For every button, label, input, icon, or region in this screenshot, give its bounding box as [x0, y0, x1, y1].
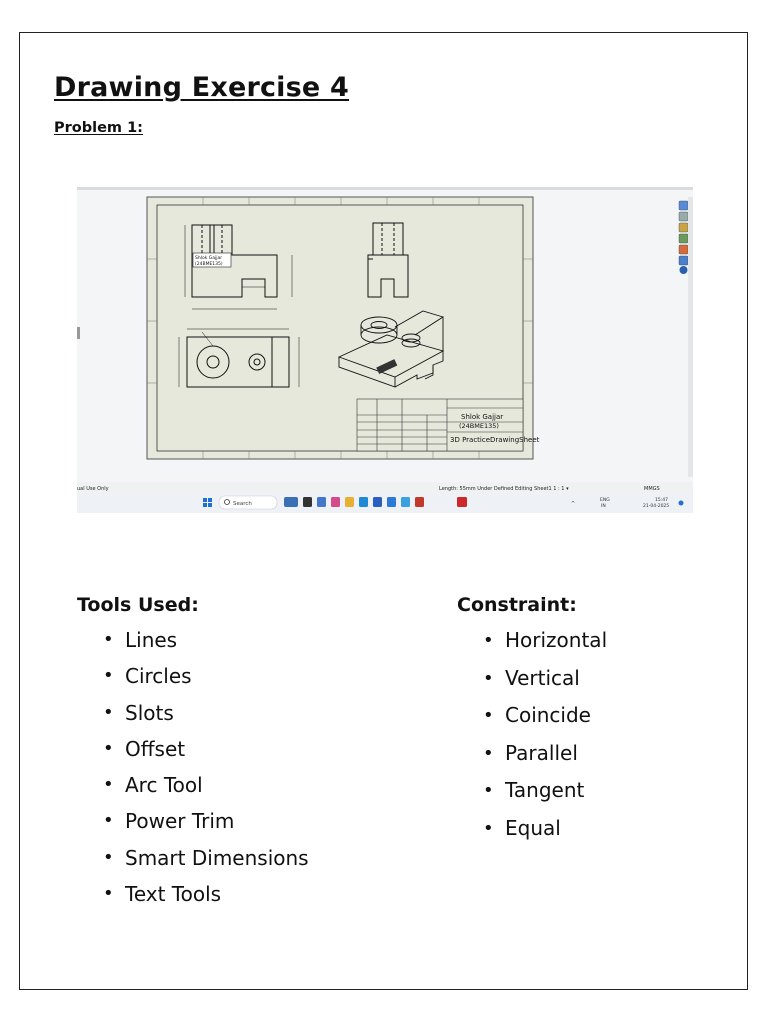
list-item: • Power Trim — [103, 803, 309, 839]
notification-icon — [679, 501, 684, 506]
vertical-scrollbar — [688, 197, 693, 477]
list-item: • Horizontal — [483, 622, 607, 660]
title-block-id: (24BME135) — [459, 422, 499, 430]
tools-used-heading: Tools Used: — [77, 594, 199, 616]
list-item: • Arc Tool — [103, 767, 309, 803]
status-left-text: ual Use Only — [77, 486, 109, 492]
problem-subtitle: Problem 1: — [54, 120, 143, 136]
task-pane-icons — [679, 201, 688, 274]
tools-used-section — [77, 594, 309, 912]
list-item: • Vertical — [483, 660, 607, 698]
list-item: • Text Tools — [103, 876, 309, 912]
left-edge-handle — [77, 327, 80, 339]
title-block-sheet: 3D PracticeDrawingSheet — [450, 436, 540, 444]
list-item: • Equal — [483, 810, 607, 848]
units-label: MMGS — [644, 486, 660, 492]
status-right-text: Length: 55mm Under Defined Editing Sheet1 1 : 1 ▾ — [439, 486, 569, 492]
list-item: • Smart Dimensions — [103, 840, 309, 876]
tray-time: 15:47 — [655, 498, 668, 503]
page-title: Drawing Exercise 4 — [54, 72, 350, 103]
list-item: • Circles — [103, 658, 309, 694]
tray-date: 21-04-2025 — [643, 504, 670, 509]
cad-screenshot — [77, 187, 693, 513]
list-item: • Slots — [103, 695, 309, 731]
tray-language-1: ENG — [600, 498, 610, 503]
constraint-heading: Constraint: — [457, 594, 577, 616]
constraint-list — [457, 622, 607, 847]
taskbar-search-label: Search — [233, 501, 252, 507]
list-item: • Coincide — [483, 697, 607, 735]
list-item: • Parallel — [483, 735, 607, 773]
drawing-id-label: (24BME135) — [195, 262, 223, 267]
title-block-name: Shlok Gajjar — [461, 413, 504, 421]
constraint-section — [457, 594, 607, 847]
drawing-name-label: Shlok Gajjar — [195, 256, 223, 261]
list-item: • Offset — [103, 731, 309, 767]
tray-chevron-icon: ^ — [571, 501, 576, 507]
list-item: • Lines — [103, 622, 309, 658]
list-item: • Tangent — [483, 772, 607, 810]
tray-language-2: IN — [601, 504, 606, 509]
tools-list — [77, 622, 309, 912]
status-bar — [77, 482, 693, 492]
